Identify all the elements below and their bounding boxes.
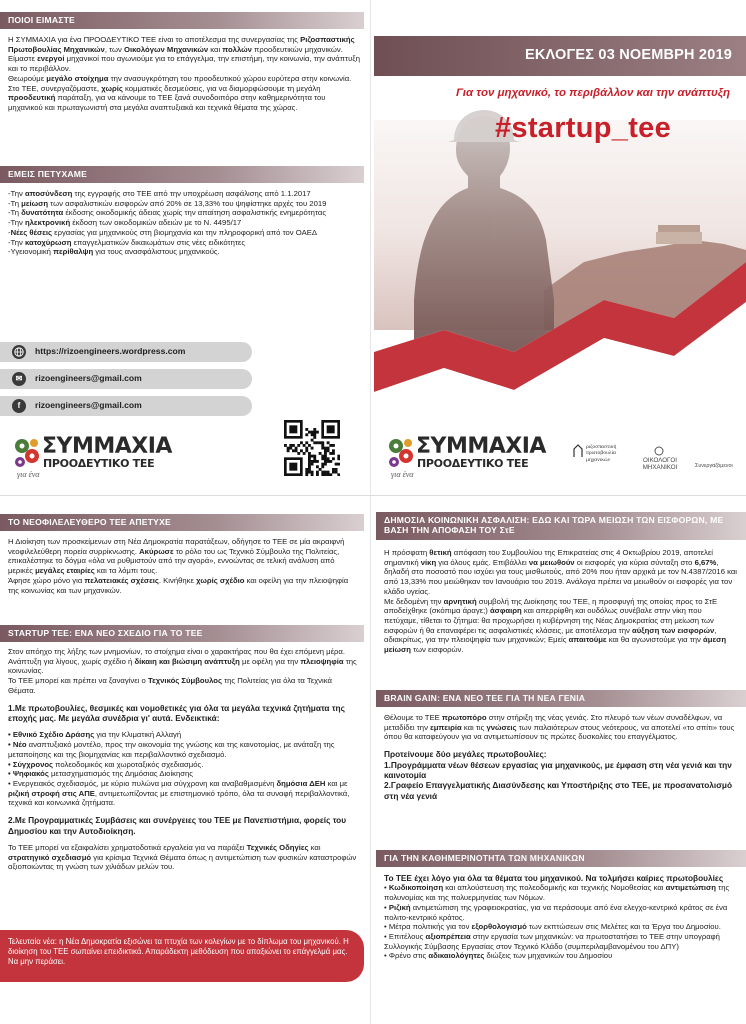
website-link[interactable]: https://rizoengineers.wordpress.com [35,346,186,356]
email-link[interactable]: rizoengineers@gmail.com [35,373,142,383]
rizo-mark-icon [572,444,584,458]
section-brain-gain: BRAIN GAIN: ΕΝΑ ΝΕΟ ΤΕΕ ΓΙΑ ΤΗ ΝΕΑ ΓΕΝΙΑ [376,690,746,707]
gears-icon [386,436,416,470]
rizo-partner-logo [572,444,628,480]
logo-subtitle: ΠΡΟΟΔΕΥΤΙΚΟ ΤΕΕ [43,457,155,470]
logo-tagline: για ένα [391,470,414,479]
brain-gain-text: Θέλουμε το ΤΕΕ πρωτοπόρο στην στήριξη της νέας γενιάς. Στο πλευρό των νέων συναδέλφων, να μεταδίδει την εμπειρία και τις γνώσεις των παλαιότερων στους νεότερους, να αποτελεί «το σπίτι» τους όπου θα καταφεύγουν για να αντιμετωπίσουν τις πρώτες δυσκολίες του επαγγέλματος. Προτείνουμε δύο μεγάλες πρωτοβουλίες: 1.Προγράμματα νέων θέσεων εργασίας για μηχανικούς, με έμφαση στη νέα γενιά και την καινοτομία 2.Γραφείο Επαγγελματικής Διασύνδεσης και Υποστήριξης στο ΤΕΕ, με προσανατολισμό στη νέα γενιά [384,713,735,801]
symmaxia-logo-right [386,436,556,482]
hero-tagline: Για τον μηχανικό, το περιβάλλον και την ανάπτυξη [455,87,730,99]
fold-line-horizontal [0,495,746,496]
rizo-partner-text: ριζοσπαστική πρωτοβουλία μηχανικών [586,444,617,463]
latest-news-banner: Τελευταία νέα: η Νέα Δημοκρατία εξισώνει τα πτυχία των κολεγίων με το δίπλωμα του μηχανικού. Η διοίκηση του ΤΕΕ σωπαίνει επειδικτικά. Απαράδεκτη μεθόδευση που απαξιώνει το επάγγελμά μας. Να μην περάσει. [0,930,364,982]
leaf-icon [654,446,664,456]
facebook-icon: f [12,399,26,413]
symmaxia-logo-left [12,436,182,482]
oikologoi-partner-text: ΟΙΚΟΛΟΓΟΙ ΜΗΧΑΝΙΚΟΙ [642,457,678,472]
startup-text: Στον απόηχο της λήξης των μνημονίων, το στοίχημα είναι ο χαρακτήρας που θα έχει επόμενη μέρα. Ανάπτυξη για λίγους, χωρίς σχέδιο ή δίκαιη και βιώσιμη ανάπτυξη με οφέλη για την πλειοψηφία της κοινωνίας. Το ΤΕΕ μπορεί και πρέπει να ξαναγίνει ο Τεχνικός Σύμβουλος της Πολιτείας για όλα τα Τεχνικά Θέματα. 1.Με πρωτοβουλίες, θεσμικές και νομοθετικές για όλα τα μεγάλα τεχνικά ζητήματα της εποχής μας. Με μεγάλα συνέδρια γι' αυτά. Ενδεικτικά: • Εθνικό Σχέδιο Δράσης για την Κλιματική Αλλαγή • Νέο αναπτυξιακό μοντέλο, προς την οικονομία της γνώσης και της καινοτομίας, με ανάταξη της μεταποίησης και της βιομηχανίας και περιβαλλοντικό σχεδιασμό. • Σύγχρονος πολεοδομικός και χωροταξικός σχεδιασμός. • Ψηφιακός μετασχηματισμός της Δημόσιας Διοίκησης • Ενεργειακός σχεδιασμός, με κύριο πυλώνα μια σύγχρονη και αναβαθμισμένη δημόσια ΔΕΗ και με ριζική στροφή στις ΑΠΕ, αντιμετωπίζοντας με επιστημονικό τρόπο, όλα τα συναφή περιβαλλοντικά, τεχνικά και κοινωνικά ζητήματα. 2.Με Προγραμματικές Συμβάσεις και συνέργειες του ΤΕΕ με Πανεπιστήμια, φορείς του Δημοσίου και την Αυτοδιοίκηση. Το ΤΕΕ μπορεί να εξαιφαλίσει χρηματοδοτικά εργαλεία για να παράξει Τεχνικές Οδηγίες και στρατηγικό σχεδιασμό για κρίσιμα Τεχνικά Θέματα όπως η αντιμετώπιση των φυσικών καταστροφών αξιοποιώντας τη γνώση των χιλιάδων μελών του. [8,647,357,872]
section-who-we-are: ΠΟΙΟΙ ΕΙΜΑΣΤΕ [0,12,364,29]
oikologoi-partner-logo [634,446,686,476]
gears-icon [12,436,42,470]
logo-subtitle: ΠΡΟΟΔΕΥΤΙΚΟ ΤΕΕ [417,457,529,470]
section-social-insurance: ΔΗΜΟΣΙΑ ΚΟΙΝΩΝΙΚΗ ΑΣΦΑΛΙΣΗ: ΕΔΩ ΚΑΙ ΤΩΡΑ ΜΕΙΩΣΗ ΤΩΝ ΕΙΣΦΟΡΩΝ, ΜΕ ΒΑΣΗ ΤΗΝ ΑΠΟΦΑΣΗ ΤΟΥ ΣτΕ [376,512,746,540]
fold-line-vertical [370,0,371,1024]
globe-icon [12,345,26,359]
section-startup-tee: STARTUP TEE: ΕΝΑ ΝΕΟ ΣΧΕΔΙΟ ΓΙΑ ΤΟ ΤΕΕ [0,625,364,642]
section-achievements: ΕΜΕΙΣ ΠΕΤΥΧΑΜΕ [0,166,364,183]
social-insurance-text: Η πρόσφατη θετική απόφαση του Συμβουλίου της Επικρατείας στις 4 Οκτωβρίου 2019, αποτελεί σημαντική νίκη για όλους εμάς. Επιβάλλει να μειωθούν οι εισφορές για κύρια σύνταξη στο 6,67%, δηλαδή στο ποσοστό που ισχύει για τους μισθωτούς, από 20% που ήταν αρχικά με τον Ν.4387/2016 και από 13,33% που μειώθηκαν τον Ιανουάριο του 2019. Ανάλογα πρέπει να μειωθούν οι εισφορές για τον κλάδο υγείας. Με δεδομένη την αρνητική συμβολή της Διοίκησης του ΤΕΕ, η προσφυγή της οποίας προς το ΣτΕ αποδείχθηκε (σκόπιμα άραγε;) άσφαιρη και απερρίφθη και ουδόλως συνέβαλε στην νίκη που πετύχαμε, τίθεται το ζήτημα: θα προχωρήσει η κυβέρνηση της Νέας Δημοκρατίας στη μείωση των εισφορών ή θα επαναφέρει τις ασφαλιστικές κλάσεις, με αποτέλεσμα την αύξηση των εισφορών, αδιακρίτως, για την πλειοψηφία των μηχανικών; Εμείς απαιτούμε και θα αγωνιστούμε για την άμεση μείωση των εισφορών. [384,548,738,655]
achievements-list: -Την αποσύνδεση της εγγραφής στο ΤΕΕ από την υποχρέωση ασφάλισης από 1.1.2017 -Τη μείωση των ασφαλιστικών εισφορών από 20% σε 13,33% του ψηφίστηκε αρχές του 2019 -Τη δυνατότητα έκδοσης οικοδομικής άδειας χωρίς την απαίτηση ασφαλιστικής ενημερότητας -Την ηλεκτρονική έκδοση των οικοδομικών αδειών με το Ν. 4495/17 -Νέες θέσεις εργασίας για μηχανικούς στη βιομηχανία και την πληροφορική από τον ΟΑΕΔ -Την κατοχύρωση επαγγελματικών δικαιωμάτων στις νέες ειδικότητες -Υγειονομική περίθαλψη για τους ανασφάλιστους μηχανικούς. [8,189,327,257]
who-we-are-text: Η ΣΥΜΜΑΧΙΑ για ένα ΠΡΟΟΔΕΥΤΙΚΟ ΤΕΕ είναι το αποτέλεσμα της συνεργασίας της Ριζοσπαστικής Πρωτοβουλίας Μηχανικών, των Οικολόγων Μηχανικών και πολλών προοδευτικών μηχανικών. Είμαστε ενεργοί μηχανικοί που αγωνιούμε για το επάγγελμα, την επιστήμη, την κοινωνία, την ανάπτυξη και το περιβάλλον. Θεωρούμε μεγάλο στοίχημα την ανασυγκρότηση του προοδευτικού χώρου ευρύτερα στην κοινωνία. Στο ΤΕΕ, συνεργαζόμαστε, χωρίς κομματικές δεσμεύσεις, για να διαμορφώσουμε τη μεγάλη προοδευτική παράταξη, για να κάνουμε το ΤΕΕ ξανά συνοδοιπόρο στην καθημερινότητα του μηχανικού και πρωταγωνιστή στα μεγάλα αναπτυξιακά και τεχνικά θέματα της χώρας. [8,35,360,112]
hero-panel [374,0,746,410]
logo-title: ΣΥΜΜΑΧΙΑ [42,434,172,459]
daily-life-text: Το ΤΕΕ έχει λόγο για όλα τα θέματα του μηχανικού. Να τολμήσει καίριες πρωτοβουλίες • Κωδικοποίηση και απλούστευση της πολεοδομικής και τεχνικής Νομοθεσίας και αντιμετώπιση της πολυνομίας και της πολυερμηνείας των Νόμων. • Ριζική αντιμετώπιση της γραφειοκρατίας, για να περάσουμε από ένα ελεγχο-κεντρικό κράτος σε ένα πολιτο-κεντρικό κράτος. • Μέτρα πολιτικής για τον εξορθολογισμό των εκπτώσεων στις Μελέτες και τα Έργα του Δημοσίου. • Επιτέλους αξιοπρέπεια στην εργασία των μηχανικών: να πρωτοστατήσει το ΤΕΕ στην υπογραφή Συλλογικής Σύμβασης Εργασίας στον Τεχνικό Κλάδο (συμπεριλαμβανομένου του ΔΠΥ) • Φρένο στις αδικαιολόγητες διώξεις των μηχανικών του Δημοσίου [384,873,730,961]
hero-hashtag: #startup_tee [494,112,672,144]
qr-code [284,420,340,476]
section-neoliberal-failed: ΤΟ ΝΕΟΦΙΛΕΛΕΥΘΕΡΟ ΤΕΕ ΑΠΕΤΥΧΕ [0,514,364,531]
section-daily-life: ΓΙΑ ΤΗΝ ΚΑΘΗΜΕΡΙΝΟΤΗΤΑ ΤΩΝ ΜΗΧΑΝΙΚΩΝ [376,850,746,867]
elections-title: ΕΚΛΟΓΕΣ 03 ΝΟΕΜΒΡΗ 2019 [525,47,732,63]
contact-email[interactable] [0,369,252,389]
logo-title: ΣΥΜΜΑΧΙΑ [416,434,546,459]
cooperating-label: Συνεργαζόμενοι [695,463,733,469]
contact-facebook[interactable] [0,396,252,416]
neoliberal-text: Η Διοίκηση των προσκείμενων στη Νέα Δημοκρατία παρατάξεων, οδήγησε το ΤΕΕ σε μία ακραιφνή νεοφιλελεύθερη πορεία συρρίκνωσης. Ακύρωσε το ρόλο του ως Τεχνικό Σύμβουλο της Πολιτείας, επικαλέστηκε το δόγμα «όλα να ρυθμιστούν από την αγορά», εννοώντας σε τελική ανάλυση από μερικές μεγάλες εταιρίες και τα λόμπι τους. Άφησε χώρο μόνο για πελατειακές σχέσεις. Κινήθηκε χωρίς σχέδιο και οφείλη για την πλειοψηφία της κοινωνίας και των μηχανικών. [8,537,349,595]
facebook-link[interactable]: rizoengineers@gmail.com [35,400,142,410]
envelope-icon: ✉ [12,372,26,386]
contact-website[interactable] [0,342,252,362]
logo-tagline: για ένα [17,470,40,479]
